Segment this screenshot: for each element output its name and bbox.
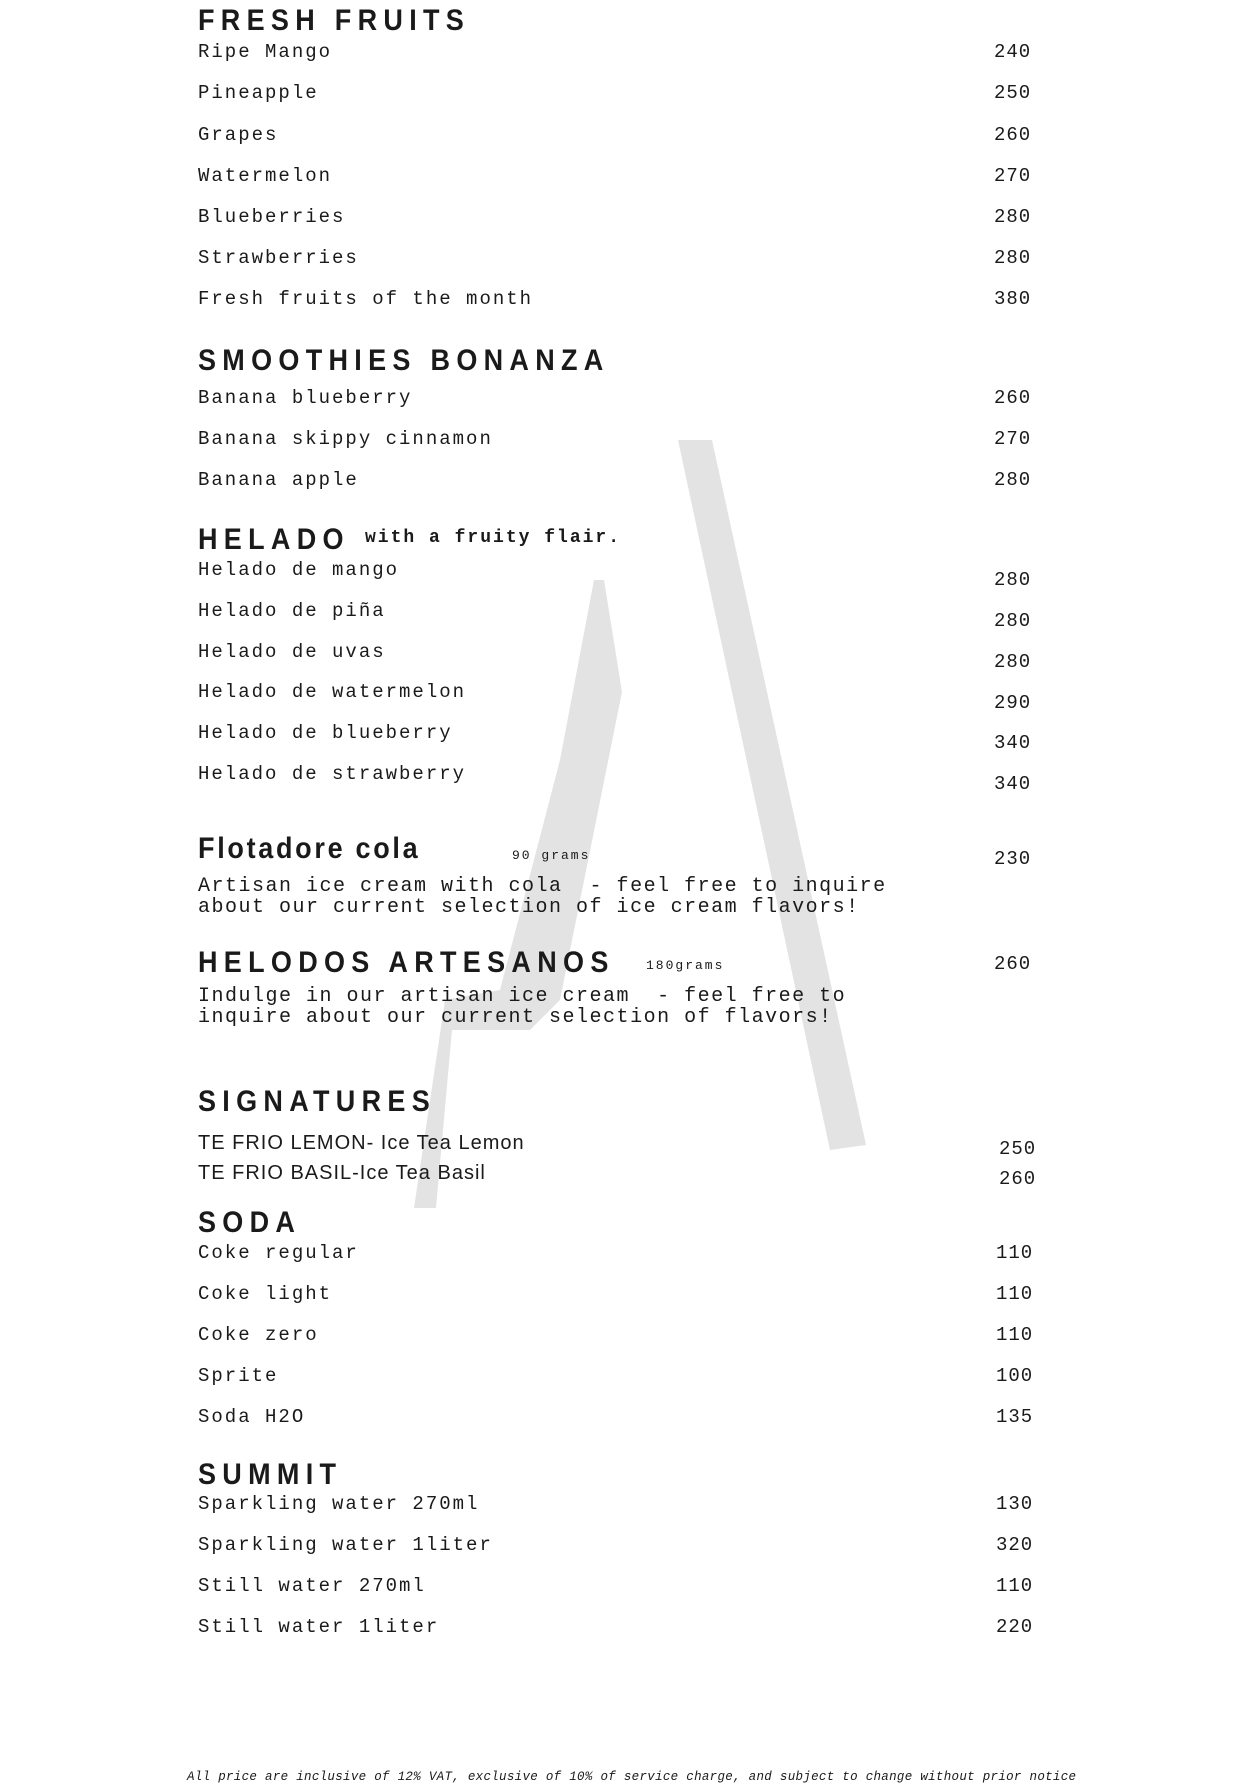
menu-item-price: 240	[994, 41, 1032, 63]
menu-item-name: Banana apple	[198, 469, 359, 491]
menu-item-price: 290	[994, 692, 1032, 714]
menu-item-price: 100	[996, 1365, 1034, 1387]
footer-note: All price are inclusive of 12% VAT, exclusive of 10% of service charge, and subject to change without prior notice	[187, 1770, 1077, 1784]
helodos-weight: 180grams	[646, 958, 725, 973]
menu-item-price: 260	[994, 124, 1032, 146]
menu-item-price: 280	[994, 469, 1032, 491]
menu-item-name: Watermelon	[198, 165, 333, 187]
menu-item-name: Banana blueberry	[198, 387, 413, 409]
helodos-desc-line1: Indulge in our artisan ice cream - feel free to	[198, 985, 847, 1008]
menu-item-name: Pineapple	[198, 82, 319, 104]
menu-item-name: Helado de strawberry	[198, 763, 467, 785]
menu-item-price: 340	[994, 732, 1032, 754]
menu-item-name: Fresh fruits of the month	[198, 288, 534, 310]
menu-item-price: 380	[994, 288, 1032, 310]
menu-item-price: 280	[994, 610, 1032, 632]
menu-item-price: 130	[996, 1493, 1034, 1515]
flotadore-price: 230	[994, 848, 1032, 870]
section-title-fresh-fruits: FRESH FRUITS	[198, 4, 471, 37]
section-title-signatures: SIGNATURES	[198, 1085, 437, 1118]
section-title-soda: SODA	[198, 1206, 302, 1239]
menu-item-name: Helado de uvas	[198, 641, 386, 663]
flotadore-desc-line1: Artisan ice cream with cola - feel free to inquire	[198, 875, 887, 898]
menu-item-name: Blueberries	[198, 206, 346, 228]
section-title-helado: HELADO	[198, 523, 350, 556]
flotadore-desc-line2: about our current selection of ice cream flavors!	[198, 896, 860, 919]
menu-item-name: Coke light	[198, 1283, 333, 1305]
menu-item-name: Still water 270ml	[198, 1575, 426, 1597]
menu-item-name: Helado de piña	[198, 600, 386, 622]
menu-item-price: 260	[994, 387, 1032, 409]
flotadore-weight: 90 grams	[512, 848, 591, 863]
menu-item-price: 270	[994, 428, 1032, 450]
menu-item-name: Sparkling water 270ml	[198, 1493, 480, 1515]
menu-item-name: Coke regular	[198, 1242, 359, 1264]
menu-item-price: 280	[994, 206, 1032, 228]
menu-item-name: Helado de mango	[198, 559, 400, 581]
menu-item-name: Helado de watermelon	[198, 681, 467, 703]
menu-item-price: 280	[994, 651, 1032, 673]
section-title-helodos: HELODOS ARTESANOS	[198, 946, 615, 979]
menu-item-name: Soda H2O	[198, 1406, 306, 1428]
menu-item-price: 250	[999, 1138, 1037, 1160]
menu-item-price: 340	[994, 773, 1032, 795]
menu-item-name: Strawberries	[198, 247, 359, 269]
menu-item-name: Coke zero	[198, 1324, 319, 1346]
menu-item-price: 280	[994, 569, 1032, 591]
menu-item-name: Sparkling water 1liter	[198, 1534, 493, 1556]
menu-item-name: Banana skippy cinnamon	[198, 428, 493, 450]
menu-item-price: 250	[994, 82, 1032, 104]
menu-item-price: 110	[996, 1575, 1034, 1597]
menu-item-name: Sprite	[198, 1365, 279, 1387]
menu-item-price: 270	[994, 165, 1032, 187]
menu-item-name: TE FRIO LEMON- Ice Tea Lemon	[198, 1132, 525, 1154]
helado-subtitle: with a fruity flair.	[365, 528, 622, 548]
flotadore-title: Flotadore cola	[198, 832, 421, 865]
menu-item-price: 220	[996, 1616, 1034, 1638]
menu-item-price: 280	[994, 247, 1032, 269]
menu-item-name: Ripe Mango	[198, 41, 333, 63]
helodos-price: 260	[994, 953, 1032, 975]
menu-item-price: 135	[996, 1406, 1034, 1428]
watermark-right-stroke	[678, 440, 866, 1150]
section-title-summit: SUMMIT	[198, 1458, 343, 1491]
menu-item-price: 320	[996, 1534, 1034, 1556]
menu-item-name: Grapes	[198, 124, 279, 146]
menu-item-price: 260	[999, 1168, 1037, 1190]
menu-item-price: 110	[996, 1283, 1034, 1305]
menu-item-name: Helado de blueberry	[198, 722, 453, 744]
helodos-desc-line2: inquire about our current selection of flavors!	[198, 1006, 833, 1029]
section-title-smoothies: SMOOTHIES BONANZA	[198, 344, 610, 377]
menu-item-name: TE FRIO BASIL-Ice Tea Basil	[198, 1162, 486, 1184]
menu-item-name: Still water 1liter	[198, 1616, 440, 1638]
menu-item-price: 110	[996, 1242, 1034, 1264]
menu-item-price: 110	[996, 1324, 1034, 1346]
